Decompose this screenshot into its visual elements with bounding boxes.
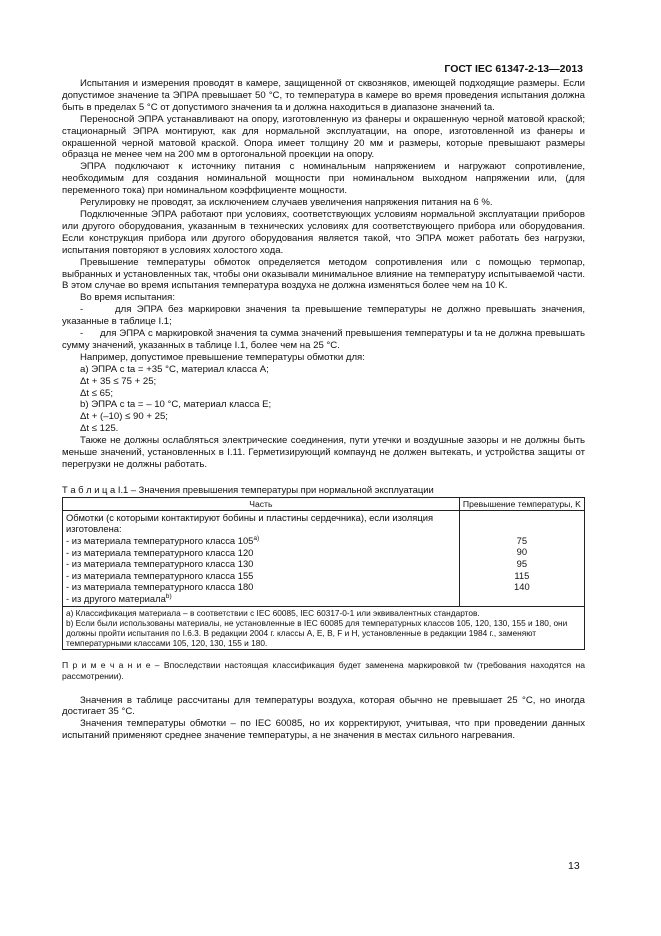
table-header-row	[63, 497, 585, 510]
paragraph: Значения температуры обмотки – по IEC 60085, но их корректируют, учитывая, что при проведении данных испытаний применяют среднее значение температуры, а не значения в местах сильного нагревания.	[62, 718, 585, 742]
paragraph: Регулировку не проводят, за исключением случаев увеличения напряжения питания на 6 %.	[80, 197, 493, 209]
paragraph: Значения в таблице рассчитаны для температуры воздуха, которая обычно не превышает 25 °C, но иногда достигает 35 °C.	[62, 694, 585, 718]
table-row-label: - из другого материала$^{b)}$	[66, 592, 172, 604]
table-intro: Обмотки (с которыми контактируют бобины и пластины сердечника), если изоляция изготовлена:	[66, 511, 434, 535]
example-intro: Например, допустимое превышение температуры обмотки для:	[80, 351, 365, 363]
table-row-label: - из материала температурного класса 105$^{a)}$	[66, 534, 260, 546]
document-header: ГОСТ IEC 61347-2-13—2013	[444, 63, 583, 75]
table-caption: Т а б л и ц а I.1 – Значения превышения температуры при нормальной эксплуатации	[62, 483, 434, 495]
temperature-table	[62, 497, 585, 651]
table-row-label: - из материала температурного класса 130	[66, 558, 254, 570]
example-line: b) ЭПРА с tа = – 10 °C, материал класса E;	[80, 399, 272, 411]
table-footnote: b) Если были использованы материалы, не установленные в IEC 60085 для температурных классов 105, 120, 130, 155 и 180, они должны пройти испытания по I.6.3. В редакции 2004 г. классы A, E, B, F и H, установленные в редакции 1984 г., заменяют температурными классами 105, 120, 130, 155 и 180.	[66, 617, 568, 649]
example-line: Δt + (–10) ≤ 90 + 25;	[80, 411, 168, 423]
table-row-label: - из материала температурного класса 180	[66, 581, 254, 593]
table-notes-row	[63, 606, 585, 650]
paragraph: Испытания и измерения проводят в камере, защищенной от сквозняков, имеющей подходящие размеры. Если допустимое значение tа ЭПРА превышает 50 °C, то температура в камере во время проведения испытания должна быть в пределах 5 °C от допустимого значения tа и должна находиться в диапазоне значений tа.	[62, 78, 585, 113]
page-number: 13	[568, 860, 580, 872]
example-line: Δt ≤ 125.	[80, 423, 119, 435]
example-line: Δt ≤ 65;	[80, 387, 114, 399]
column-header-value: Превышение температуры, K	[459, 497, 584, 510]
table-row-value: 95	[516, 558, 528, 569]
table-row-value: 75	[516, 534, 528, 546]
paragraph: Переносной ЭПРА устанавливают на опору, изготовленную из фанеры и окрашенную черной матовой краской; стационарный ЭПРА монтируют, как для нормальной эксплуатации, на опоре, изготовленной из фанеры и окрашенной черной матовой краской. Опора имеет толщину 20 мм и размеры, которые превышают размеры образца не менее чем на 200 мм в ортогональной проекции на опору.	[62, 113, 585, 161]
column-header-part: Часть	[63, 497, 460, 510]
paragraph: Во время испытания:	[80, 292, 176, 304]
table-row-value: 140	[514, 581, 530, 593]
table-row	[63, 510, 585, 606]
table-row-value: 115	[514, 569, 530, 581]
table-footnote: a) Классификация материала – в соответствии с IEC 60085, IEC 60317-0-1 или эквивалентных стандартов.	[66, 607, 480, 618]
page-body	[62, 78, 585, 742]
example-line: Δt + 35 ≤ 75 + 25;	[80, 375, 157, 387]
paragraph: ЭПРА подключают к источнику питания с номинальным напряжением и нагружают сопротивление, необходимым для создания номинальной мощности при номинальном выходном напряжении или, (для переменного тока) при номинальном коэффициенте мощности.	[62, 161, 585, 197]
paragraph: Превышение температуры обмоток определяется методом сопротивления или с помощью термопар, выбранных и установленных так, чтобы они оказывали минимальное влияние на температуру испытываемой части. В этом случае во время испытания температура воздуха не должна изменяться более чем на 10 K.	[62, 256, 585, 292]
table-row-value: 90	[516, 546, 528, 558]
note: П р и м е ч а н и е – Впоследствии настоящая классификация будет заменена маркировкой tw (требования находятся на рассмотрении).	[62, 660, 585, 681]
paragraph: Подключенные ЭПРА работают при условиях, соответствующих условиям нормальной эксплуатации приборов или другого оборудования, указанным в технических условиях для соответствующего прибора или оборудования. Если конструкция прибора или другого оборудования является такой, что ЭПРА может работать без нагрузки, испытания повторяют в условиях холостого хода.	[62, 208, 585, 256]
paragraph: Также не должны ослабляться электрические соединения, пути утечки и воздушные зазоры и не должны быть меньше значений, установленных в I.11. Герметизирующий компаунд не должен вытекать, и устройства защиты от перегрузки не должны работать.	[62, 435, 585, 470]
bullet-item: - для ЭПРА без маркировки значения tа превышение температуры не должно превышать значения, указанные в таблице I.1;	[62, 304, 585, 328]
bullet-item: - для ЭПРА с маркировкой значения tа сумма значений превышения температуры и tа не должна превышать сумму значений, указанных в таблице I.1, более чем на 25 °C.	[62, 328, 586, 351]
table-row-label: - из материала температурного класса 155	[66, 569, 254, 581]
table-row-label: - из материала температурного класса 120	[66, 546, 254, 558]
example-line: a) ЭПРА с tа = +35 °C, материал класса A;	[80, 363, 269, 375]
